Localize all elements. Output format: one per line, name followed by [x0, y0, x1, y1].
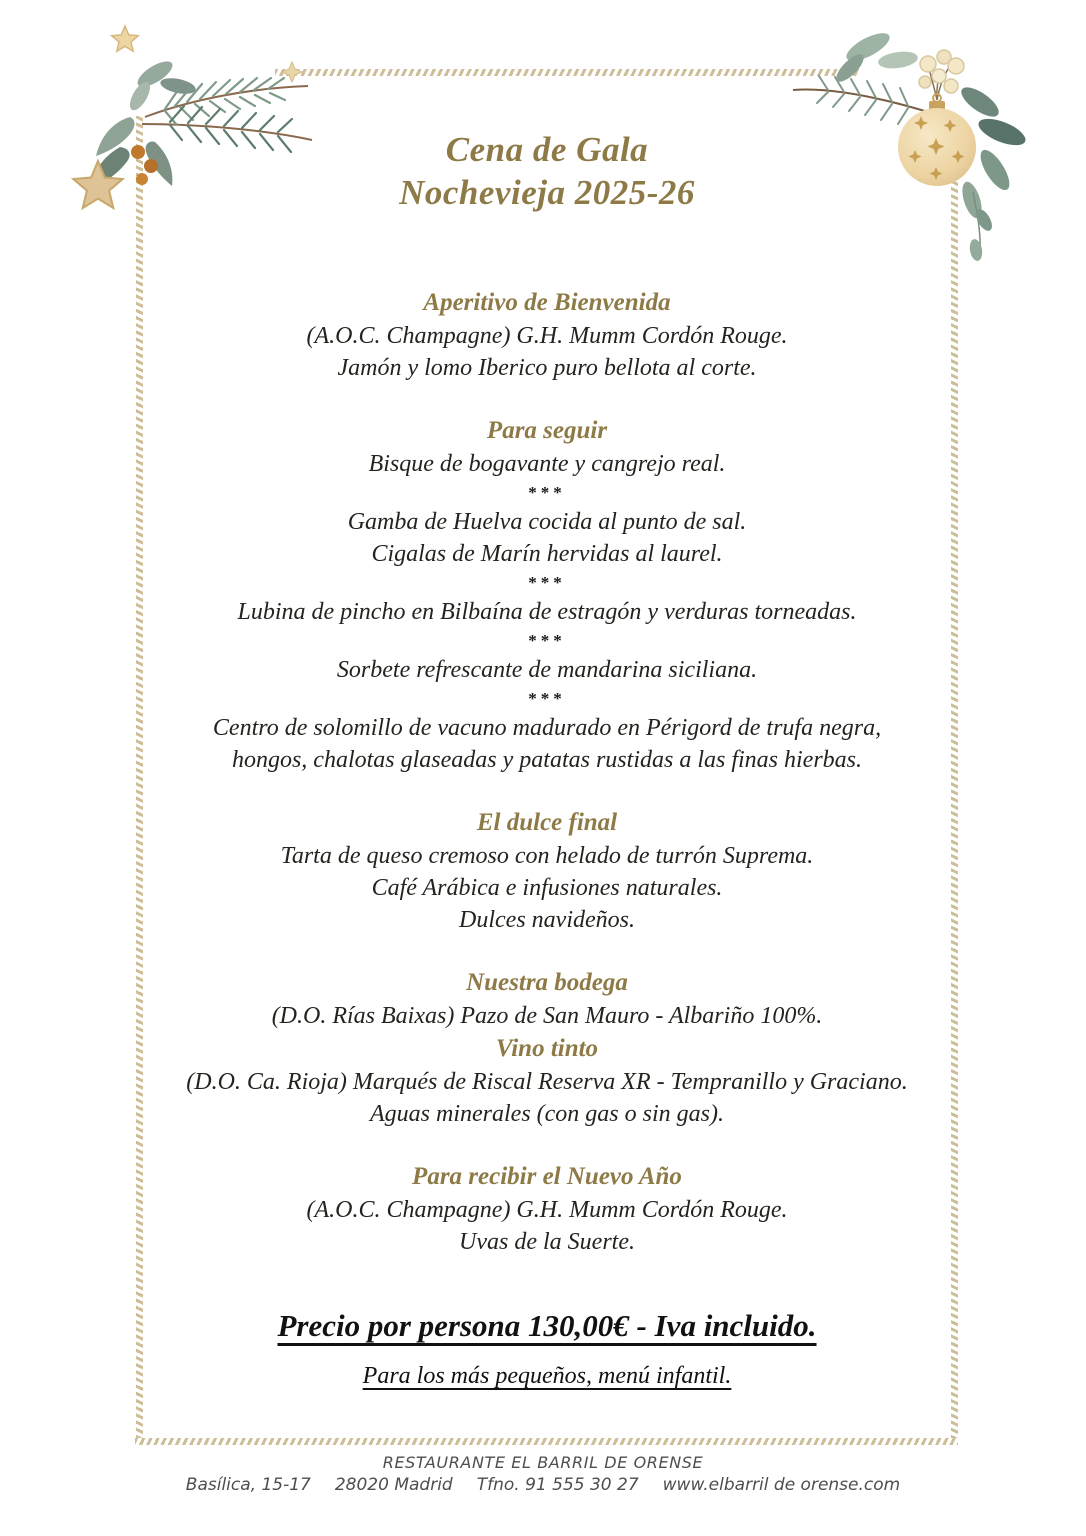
- section-heading: Vino tinto: [495, 1035, 599, 1062]
- section-dulce-final: [143, 806, 951, 936]
- menu-item: (A.O.C. Champagne) G.H. Mumm Cordón Rouge.: [306, 1197, 788, 1223]
- section-heading: Para recibir el Nuevo Año: [412, 1163, 682, 1190]
- section-heading: Aperitivo de Bienvenida: [423, 289, 671, 316]
- section-bodega: [143, 966, 951, 1032]
- kids-menu-note: [143, 1360, 951, 1392]
- footer: [0, 1453, 1086, 1495]
- section-heading: Para seguir: [486, 417, 608, 444]
- menu-item: Cigalas de Marín hervidas al laurel.: [371, 541, 723, 567]
- menu-item: Centro de solomillo de vacuno madurado en Périgord de trufa negra, hongos, chalotas glaseadas y patatas rustidas a las finas hierbas.: [212, 715, 882, 773]
- price-per-person-text: Precio por persona 130,00€ - Iva incluido.: [277, 1308, 817, 1343]
- menu-item: (D.O. Rías Baixas) Pazo de San Mauro - Albariño 100%.: [271, 1003, 823, 1029]
- restaurant-city: 28020 Madrid: [334, 1475, 453, 1495]
- menu-item: Lubina de pincho en Bilbaína de estragón y verduras torneadas.: [237, 599, 857, 625]
- rope-border-right: [951, 168, 958, 1438]
- menu-item: Bisque de bogavante y cangrejo real.: [368, 451, 726, 477]
- kids-menu-note-text: Para los más pequeños, menú infantil.: [362, 1363, 732, 1389]
- menu-title-line1: Cena de Gala: [445, 130, 649, 169]
- menu-item: Café Arábica e infusiones naturales.: [371, 875, 723, 901]
- course-separator: ***: [528, 483, 566, 502]
- price-block: [143, 1306, 951, 1392]
- restaurant-website: www.elbarril de orense.com: [662, 1475, 901, 1495]
- menu-item: (A.O.C. Champagne) G.H. Mumm Cordón Rouge.: [306, 323, 788, 349]
- menu-item: (D.O. Ca. Rioja) Marqués de Riscal Reserva XR - Tempranillo y Graciano.: [186, 1069, 908, 1095]
- menu-item: Dulces navideños.: [459, 907, 635, 933]
- menu-title: [143, 128, 951, 214]
- section-heading: Nuestra bodega: [466, 969, 628, 996]
- menu-item: Gamba de Huelva cocida al punto de sal.: [347, 509, 747, 535]
- course-separator: ***: [528, 631, 566, 650]
- menu-content: [143, 0, 951, 1392]
- section-vino-tinto: [143, 1032, 951, 1130]
- restaurant-phone: Tfno. 91 555 30 27: [476, 1475, 639, 1495]
- section-para-seguir: [143, 414, 951, 776]
- section-aperitivo: [143, 286, 951, 384]
- section-nuevo-ano: [143, 1160, 951, 1258]
- rope-border-bottom: [135, 1438, 958, 1445]
- section-heading: El dulce final: [476, 809, 618, 836]
- restaurant-address: Basílica, 15-17: [185, 1475, 311, 1495]
- menu-title-line2: Nochevieja 2025-26: [399, 173, 695, 212]
- menu-item: Jamón y lomo Iberico puro bellota al corte.: [337, 355, 757, 381]
- menu-item: Aguas minerales (con gas o sin gas).: [370, 1101, 724, 1127]
- menu-item: Tarta de queso cremoso con helado de turrón Suprema.: [280, 843, 814, 869]
- restaurant-contact-line: [0, 1475, 1086, 1495]
- price-per-person: [143, 1306, 951, 1346]
- course-separator: ***: [528, 573, 566, 592]
- rope-border-left: [136, 116, 143, 1438]
- menu-item: Sorbete refrescante de mandarina siciliana.: [336, 657, 758, 683]
- menu-item: Uvas de la Suerte.: [459, 1229, 635, 1255]
- restaurant-name: RESTAURANTE EL BARRIL DE ORENSE: [382, 1453, 704, 1472]
- course-separator: ***: [528, 689, 566, 708]
